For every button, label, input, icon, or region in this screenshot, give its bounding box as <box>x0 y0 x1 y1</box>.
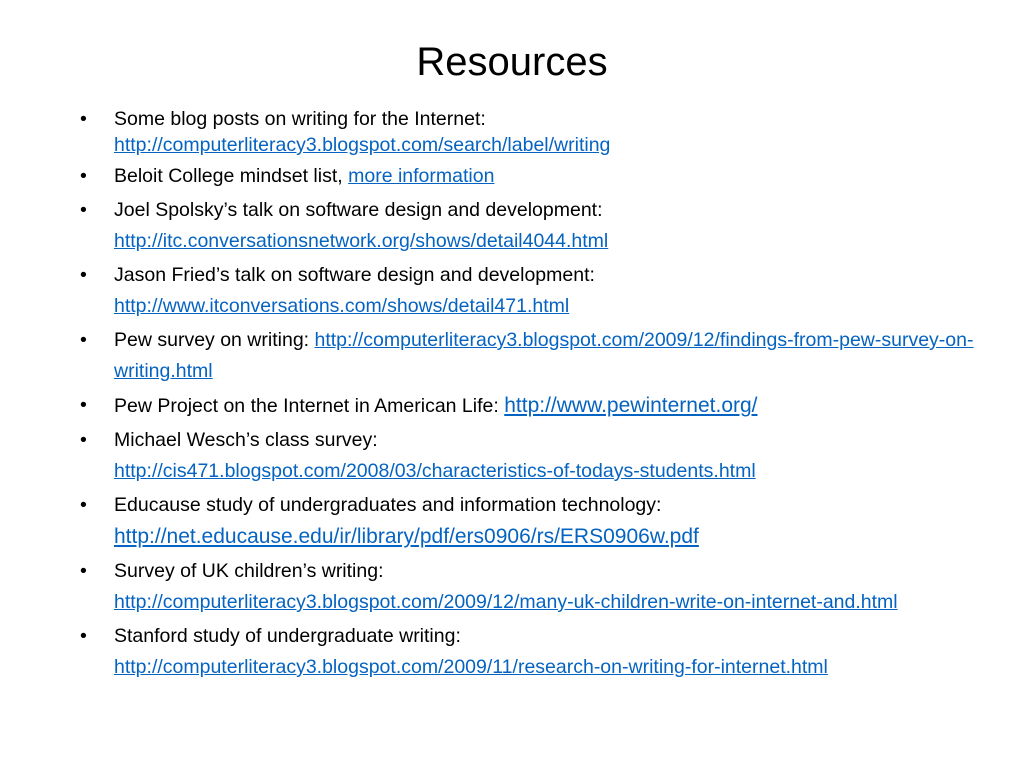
stanford-study-link[interactable]: http://computerliteracy3.blogspot.com/2009/11/research-on-writing-for-internet.html <box>114 656 828 678</box>
blog-posts-link[interactable]: http://computerliteracy3.blogspot.com/search/label/writing <box>114 134 611 156</box>
spolsky-talk-link[interactable]: http://itc.conversationsnetwork.org/shows/detail4044.html <box>114 230 609 252</box>
item-text: Michael Wesch’s class survey: <box>114 429 378 451</box>
bullet-icon: • <box>80 165 87 187</box>
item-text: Survey of UK children’s writing: <box>114 560 384 582</box>
item-text: Pew survey on writing: <box>114 329 315 351</box>
bullet-icon: • <box>80 108 87 130</box>
bullet-icon: • <box>80 494 87 516</box>
list-item <box>80 556 980 618</box>
item-text: Beloit College mindset list, <box>114 165 349 187</box>
item-text: Pew Project on the Internet in American Life: <box>114 395 505 417</box>
list-item <box>80 425 980 487</box>
list-item <box>80 195 980 257</box>
resource-list <box>80 106 980 686</box>
educause-study-link[interactable]: http://net.educause.edu/ir/library/pdf/ers0906/rs/ERS0906w.pdf <box>114 525 699 548</box>
list-item <box>80 325 980 387</box>
pew-internet-link[interactable]: http://www.pewinternet.org/ <box>504 394 758 417</box>
item-text: Educause study of undergraduates and information technology: <box>114 494 662 516</box>
list-item <box>80 621 980 683</box>
bullet-icon: • <box>80 394 87 416</box>
bullet-icon: • <box>80 264 87 286</box>
bullet-icon: • <box>80 429 87 451</box>
wesch-survey-link[interactable]: http://cis471.blogspot.com/2008/03/characteristics-of-todays-students.html <box>114 460 756 482</box>
bullet-icon: • <box>80 199 87 221</box>
list-item <box>80 490 980 553</box>
item-text: Joel Spolsky’s talk on software design and development: <box>114 199 603 221</box>
list-item <box>80 390 980 422</box>
mindset-list-link[interactable]: more information <box>348 165 495 187</box>
list-item <box>80 106 980 158</box>
bullet-icon: • <box>80 329 87 351</box>
pew-survey-link[interactable]: http://computerliteracy3.blogspot.com/2009/12/findings-from-pew-survey-on-writing.html <box>114 329 974 382</box>
slide-title: Resources <box>416 40 608 84</box>
list-item <box>80 260 980 322</box>
item-text: Some blog posts on writing for the Internet: <box>114 108 486 130</box>
item-text: Stanford study of undergraduate writing: <box>114 625 461 647</box>
item-text: Jason Fried’s talk on software design and development: <box>114 264 595 286</box>
uk-children-writing-link[interactable]: http://computerliteracy3.blogspot.com/2009/12/many-uk-children-write-on-internet-and.html <box>114 591 898 613</box>
fried-talk-link[interactable]: http://www.itconversations.com/shows/detail471.html <box>114 295 570 317</box>
bullet-icon: • <box>80 560 87 582</box>
bullet-icon: • <box>80 625 87 647</box>
list-item <box>80 161 980 192</box>
